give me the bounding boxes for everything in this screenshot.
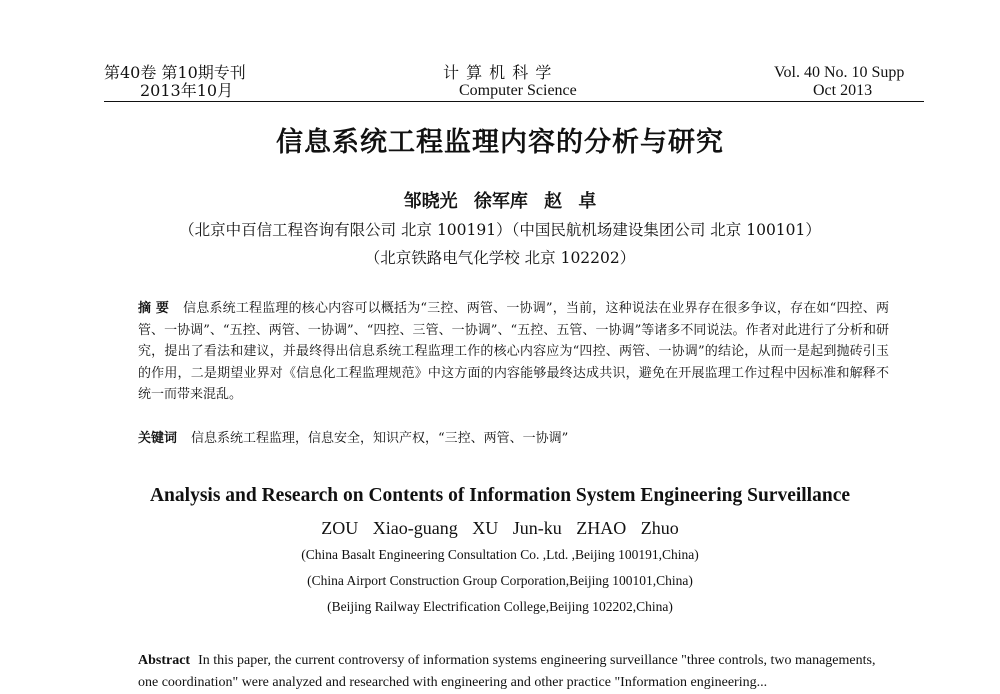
affiliation-en-line: (Beijing Railway Electrification College,Beijing 102202,China)	[327, 599, 673, 614]
header-date-en: Oct 2013	[813, 82, 873, 99]
header-journal-en: Computer Science	[459, 82, 577, 99]
affiliation-en-line: (China Airport Construction Group Corporation,Beijing 100101,China)	[307, 573, 693, 588]
header-volume-issue: 第40卷 第10期专刊	[104, 63, 246, 82]
header-date-cn: 2013年10月	[140, 81, 234, 100]
abstract-cn-label: 摘 要	[138, 301, 170, 316]
keywords-cn-text: 信息系统工程监理，信息安全，知识产权，“三控、两管、一协调”	[191, 431, 569, 446]
affiliation-en-line: (China Basalt Engineering Consultation Co. ,Ltd. ,Beijing 100191,China)	[301, 547, 699, 562]
abstract-en-text: In this paper, the current controversy of information systems engineering surveillance "three controls, two managements, one coordination" were analyzed and researched with engineering and other practice "Information engineering...	[138, 653, 876, 690]
abstract-en-label: Abstract	[138, 653, 191, 668]
authors-en: ZOU Xiao-guang XU Jun-ku ZHAO Zhuo	[321, 518, 679, 538]
abstract-cn-text: 信息系统工程监理的核心内容可以概括为“三控、两管、一协调”，当前，这种说法在业界存在很多争议，存在如“四控、两管、一协调”、“五控、两管、一协调”、“四控、三管、一协调”、“五控、五管、一协调”等诸多不同说法。作者对此进行了分析和研究，提出了看法和建议，并最终得出信息系统工程监理工作的核心内容应为“四控、两管、一协调”的结论，从而一是起到抛砖引玉的作用，二是期望业界对《信息化工程监理规范》中这方面的内容能够最终达成共识，避免在开展监理工作过程中因标准和解释不统一而带来混乱。	[138, 301, 889, 402]
keywords-cn	[138, 427, 568, 446]
header-volume-en: Vol. 40 No. 10 Supp	[774, 64, 905, 81]
authors-cn: 邹晓光 徐军库 赵 卓	[403, 191, 597, 212]
affiliation-cn-line: （北京中百信工程咨询有限公司 北京 100191）（中国民航机场建设集团公司 北京 100101）	[179, 221, 821, 239]
affiliation-cn-line: （北京铁路电气化学校 北京 102202）	[364, 249, 636, 267]
header-journal-cn: 计 算 机 科 学	[443, 63, 553, 82]
abstract-cn	[138, 298, 889, 406]
paper-title-en: Analysis and Research on Contents of Information System Engineering Surveillance	[149, 485, 851, 506]
paper-title-cn: 信息系统工程监理内容的分析与研究	[276, 127, 724, 158]
abstract-en	[138, 650, 898, 694]
keywords-cn-label: 关键词	[138, 431, 178, 446]
header-rule	[104, 101, 924, 102]
